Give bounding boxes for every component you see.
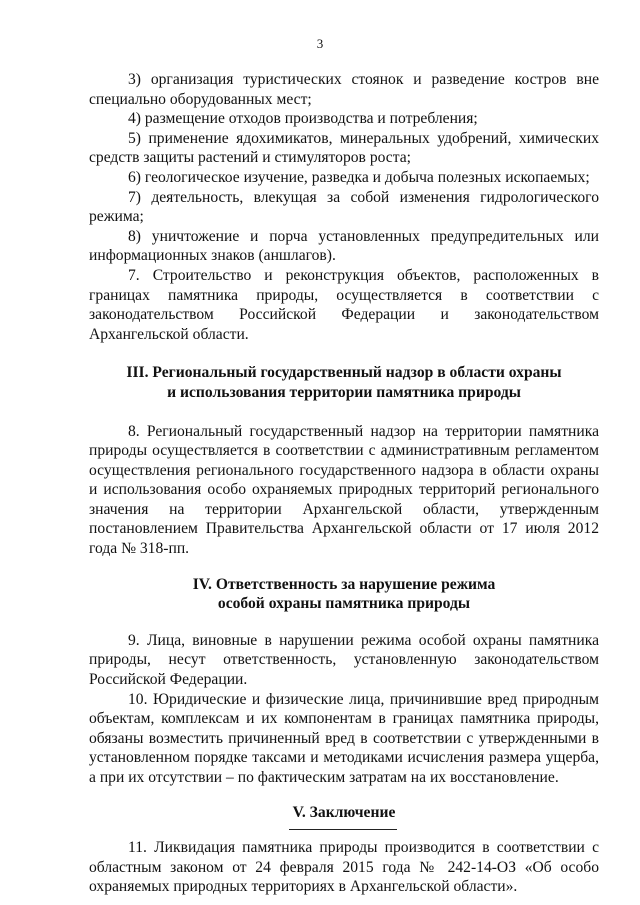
list-item: 3) организация туристических стоянок и разведение костров вне специально оборудованных мест; [89, 71, 599, 108]
clause-paragraph: 8. Региональный государственный надзор на территории памятника природы осуществляется в соответствии с административным регламентом осуществления регионального государственного надзора в области охраны и использования особо охраняемых природных территорий регионального значения на территории Архангельской области, утвержденным постановлением Правительства Архангельской области от 17 июля 2012 года № 318-пп. [89, 422, 599, 558]
section-heading-3 [89, 363, 599, 402]
list-item: 5) применение ядохимикатов, минеральных удобрений, химических средств защиты растений и стимуляторов роста; [89, 129, 599, 167]
clause-paragraph: 11. Ликвидация памятника природы производится в соответствии с областным законом от 24 февраля 2015 года № 242-14-ОЗ «Об особо охраняемых природных территориях в Архангельской области». [89, 839, 599, 896]
clause-paragraph: 10. Юридические и физические лица, причинившие вред природным объектам, комплексам и их компонентам в границах памятника природы, обязаны возместить причиненный вред в соответствии с утвержденными в установленном порядке таксами и методиками исчисления размера ущерба, а при их отсутствии – по фактическим затратам на их восстановление. [89, 690, 599, 786]
section-heading-line: V. Заключение [292, 803, 396, 821]
section-heading-5 [89, 803, 599, 823]
list-item: 7) деятельность, влекущая за собой изменения гидрологического режима; [89, 188, 599, 226]
closing-rule [289, 829, 397, 830]
list-item: 6) геологическое изучение, разведка и добыча полезных ископаемых; [128, 168, 590, 186]
clause-paragraph: 9. Лица, виновные в нарушении режима особой охраны памятника природы, несут ответственность, установленную законодательством Российской Федерации. [89, 631, 599, 689]
list-item: 4) размещение отходов производства и потребления; [128, 110, 478, 128]
section-heading-4 [89, 575, 599, 614]
clause-paragraph: 7. Строительство и реконструкция объектов, расположенных в границах памятника природы, осуществляется в соответствии с законодательством Российской Федерации и законодательством Архангельской области. [89, 266, 599, 343]
document-body [89, 70, 599, 897]
section-heading-line: и использования территории памятника природы [167, 383, 521, 401]
section-heading-line: особой охраны памятника природы [217, 595, 471, 613]
section-heading-line: III. Региональный государственный надзор в области охраны [126, 364, 562, 382]
section-heading-line: IV. Ответственность за нарушение режима [192, 575, 496, 593]
page-number: 3 [316, 36, 324, 51]
list-item: 8) уничтожение и порча установленных предупредительных или информационных знаков (аншлагов). [89, 227, 599, 265]
